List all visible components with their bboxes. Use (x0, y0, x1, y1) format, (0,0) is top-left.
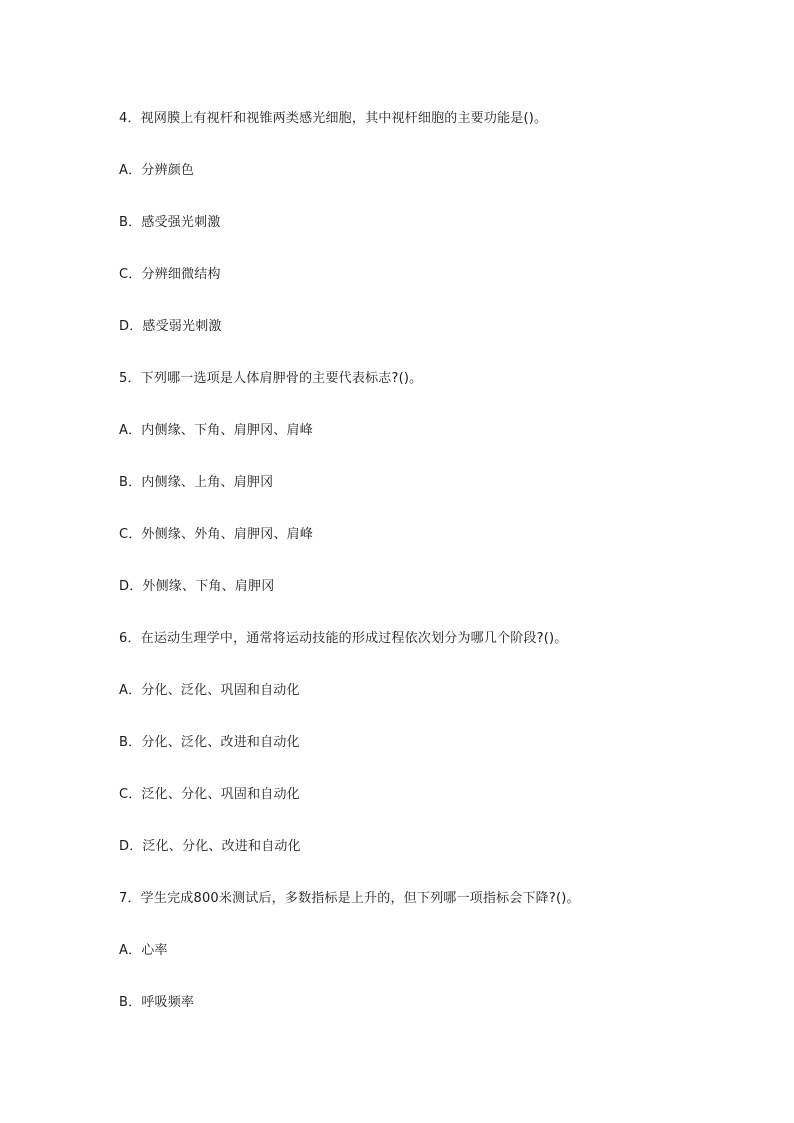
question-4-option-a: A．分辨颜色 (119, 163, 195, 178)
question-6-option-c: C．泛化、分化、巩固和自动化 (119, 787, 300, 802)
question-5-option-a: A．内侧缘、下角、肩胛冈、肩峰 (119, 423, 313, 438)
question-5-stem: 5．下列哪一选项是人体肩胛骨的主要代表标志?()。 (119, 371, 423, 386)
question-6-option-d: D．泛化、分化、改进和自动化 (119, 839, 301, 854)
question-4-option-d: D．感受弱光刺激 (119, 319, 222, 334)
question-5-option-c: C．外侧缘、外角、肩胛冈、肩峰 (119, 527, 314, 542)
question-5-option-b: B．内侧缘、上角、肩胛冈 (119, 475, 274, 490)
question-6-stem: 6．在运动生理学中，通常将运动技能的形成过程依次划分为哪几个阶段?()。 (119, 631, 568, 646)
question-4-stem: 4．视网膜上有视杆和视锥两类感光细胞，其中视杆细胞的主要功能是()。 (119, 111, 548, 126)
question-7-option-a: A．心率 (119, 943, 168, 958)
question-4-option-b: B．感受强光刺激 (119, 215, 221, 230)
question-6-option-a: A．分化、泛化、巩固和自动化 (119, 683, 300, 698)
question-6-option-b: B．分化、泛化、改进和自动化 (119, 735, 300, 750)
question-5-option-d: D．外侧缘、下角、肩胛冈 (119, 579, 275, 594)
question-4-option-c: C．分辨细微结构 (119, 267, 221, 282)
question-7-option-b: B．呼吸频率 (119, 995, 195, 1010)
question-7-stem: 7．学生完成800米测试后，多数指标是上升的，但下列哪一项指标会下降?()。 (119, 891, 580, 906)
